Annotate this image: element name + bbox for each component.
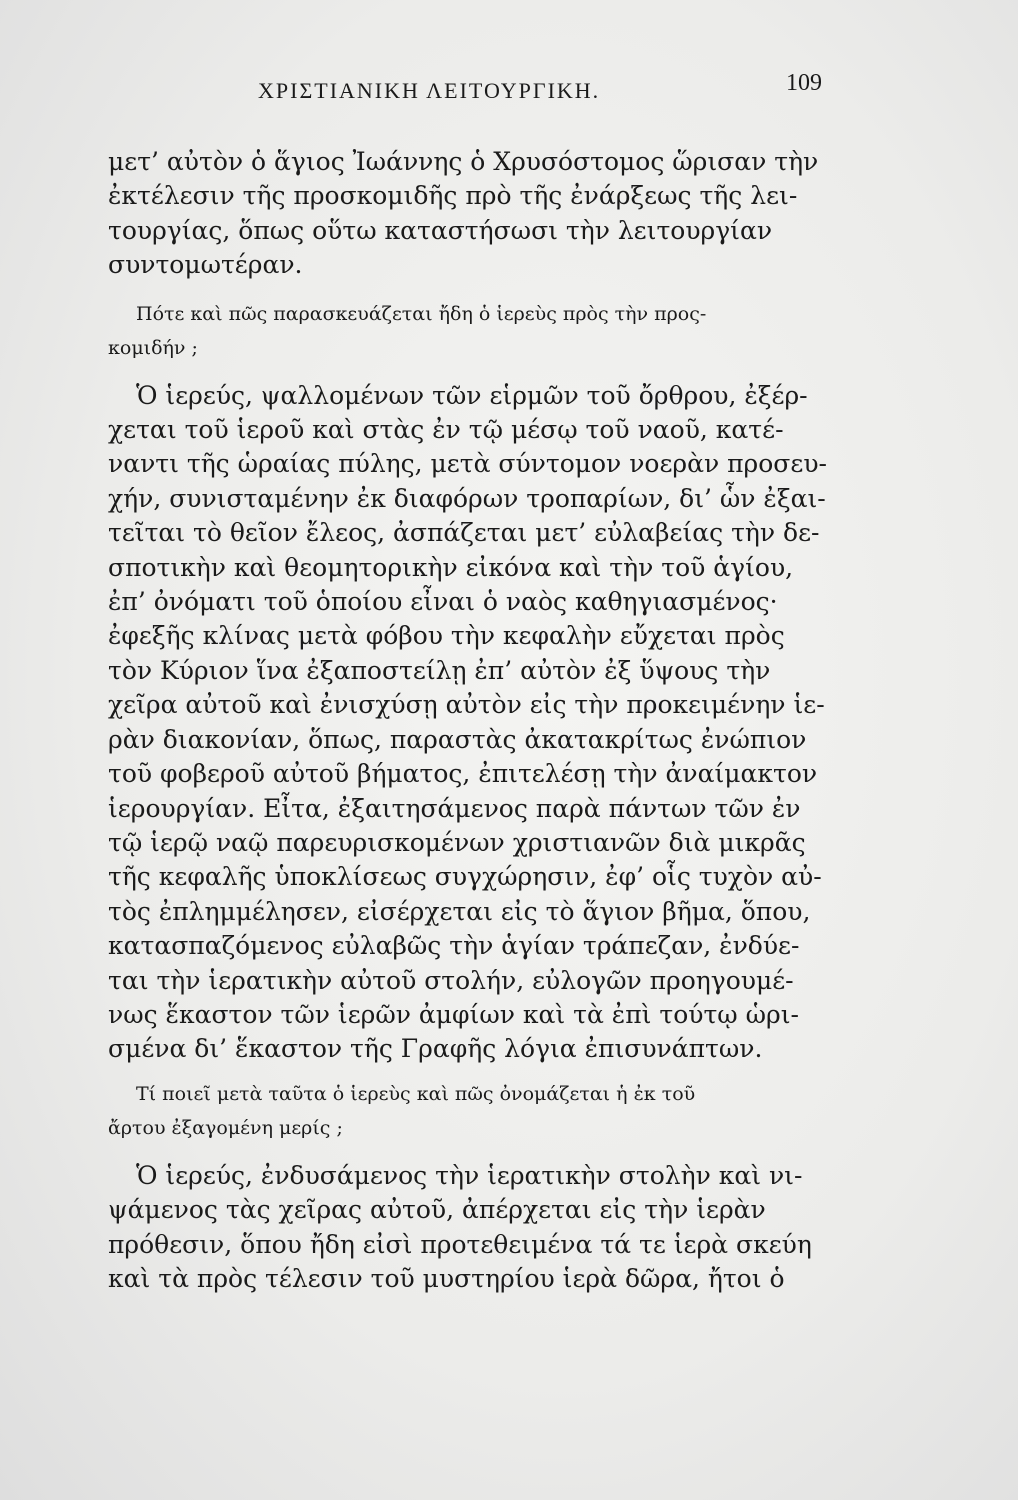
page-number: 109 (786, 70, 822, 96)
paragraph-continuation (108, 145, 853, 283)
text-line: τοῦ φοβεροῦ αὐτοῦ βήματος, ἐπιτελέσῃ τὴν ἀναίμακτον (108, 759, 818, 789)
question-line: κομιδήν ; (108, 336, 198, 359)
running-header (150, 70, 850, 110)
text-line: ἐκτέλεσιν τῆς προσκομιδῆς πρὸ τῆς ἐνάρξεως τῆς λει- (108, 181, 798, 211)
text-line: ψάμενος τὰς χεῖρας αὐτοῦ, ἀπέρχεται εἰς τὴν ἱερὰν (108, 1195, 766, 1225)
text-line: χεῖρα αὐτοῦ καὶ ἐνισχύσῃ αὐτὸν εἰς τὴν προκειμένην ἱε- (108, 690, 825, 720)
text-line: σμένα δι’ ἕκαστον τῆς Γραφῆς λόγια ἐπισυνάπτων. (108, 1034, 763, 1064)
text-line: τὸς ἐπλημμέλησεν, εἰσέρχεται εἰς τὸ ἅγιον βῆμα, ὅπου, (108, 896, 811, 926)
text-line: συντομωτέραν. (108, 250, 303, 280)
text-line: Ὁ ἱερεύς, ψαλλομένων τῶν εἱρμῶν τοῦ ὄρθρου, ἐξέρ- (136, 380, 808, 410)
text-line: τουργίας, ὅπως οὕτω καταστήσωσι τὴν λειτουργίαν (108, 215, 773, 245)
text-line: ται τὴν ἱερατικὴν αὐτοῦ στολήν, εὐλογῶν προηγουμέ- (108, 965, 794, 995)
answer-paragraph (108, 379, 853, 1067)
text-line: τεῖται τὸ θεῖον ἔλεος, ἀσπάζεται μετ’ εὐλαβείας τὴν δε- (108, 518, 820, 548)
body-text (108, 145, 853, 1296)
text-line: ρὰν διακονίαν, ὅπως, παραστὰς ἀκατακρίτως ἐνώπιον (108, 724, 807, 754)
text-line: νως ἕκαστον τῶν ἱερῶν ἀμφίων καὶ τὰ ἐπὶ τούτῳ ὡρι- (108, 999, 799, 1029)
text-line: ἐπ’ ὀνόματι τοῦ ὁποίου εἶναι ὁ ναὸς καθηγιασμένος· (108, 587, 778, 617)
question-heading (108, 1077, 853, 1145)
text-line: ἱερουργίαν. Εἶτα, ἐξαιτησάμενος παρὰ πάντων τῶν ἐν (108, 793, 801, 823)
text-line: τῆς κεφαλῆς ὑποκλίσεως συγχώρησιν, ἐφ’ οἷς τυχὸν αὐ- (108, 862, 822, 892)
text-line: πρόθεσιν, ὅπου ἤδη εἰσὶ προτεθειμένα τά τε ἱερὰ σκεύη (108, 1229, 812, 1259)
question-line: ἄρτου ἐξαγομένη μερίς ; (108, 1116, 343, 1139)
text-line: σποτικὴν καὶ θεομητορικὴν εἰκόνα καὶ τὴν τοῦ ἁγίου, (108, 552, 794, 582)
question-line: Τί ποιεῖ μετὰ ταῦτα ὁ ἱερεὺς καὶ πῶς ὀνομάζεται ἡ ἐκ τοῦ (136, 1082, 696, 1105)
text-line: τὸν Κύριον ἵνα ἐξαποστείλῃ ἐπ’ αὐτὸν ἐξ ὕψους τὴν (108, 655, 771, 685)
question-heading (108, 297, 853, 365)
text-line: ναντι τῆς ὡραίας πύλης, μετὰ σύντομον νοερὰν προσευ- (108, 449, 827, 479)
text-line: Ὁ ἱερεύς, ἐνδυσάμενος τὴν ἱερατικὴν στολὴν καὶ νι- (136, 1160, 803, 1190)
text-line: μετ’ αὐτὸν ὁ ἅγιος Ἰωάννης ὁ Χρυσόστομος ὥρισαν τὴν (108, 147, 819, 176)
text-line: τῷ ἱερῷ ναῷ παρευρισκομένων χριστιανῶν διὰ μικρᾶς (108, 827, 806, 857)
text-line: κατασπαζόμενος εὐλαβῶς τὴν ἁγίαν τράπεζαν, ἐνδύε- (108, 931, 800, 961)
answer-paragraph (108, 1159, 853, 1297)
running-title: ΧΡΙΣΤΙΑΝΙΚΗ ΛΕΙΤΟΥΡΓΙΚΗ. (258, 78, 601, 103)
text-line: καὶ τὰ πρὸς τέλεσιν τοῦ μυστηρίου ἱερὰ δῶρα, ἤτοι ὁ (108, 1263, 785, 1293)
text-line: χήν, συνισταμένην ἐκ διαφόρων τροπαρίων, δι’ ὧν ἐξαι- (108, 483, 826, 513)
question-line: Πότε καὶ πῶς παρασκευάζεται ἤδη ὁ ἱερεὺς πρὸς τὴν προς- (136, 302, 707, 325)
text-line: ἐφεξῆς κλίνας μετὰ φόβου τὴν κεφαλὴν εὔχεται πρὸς (108, 621, 785, 651)
text-line: χεται τοῦ ἱεροῦ καὶ στὰς ἐν τῷ μέσῳ τοῦ ναοῦ, κατέ- (108, 415, 784, 445)
